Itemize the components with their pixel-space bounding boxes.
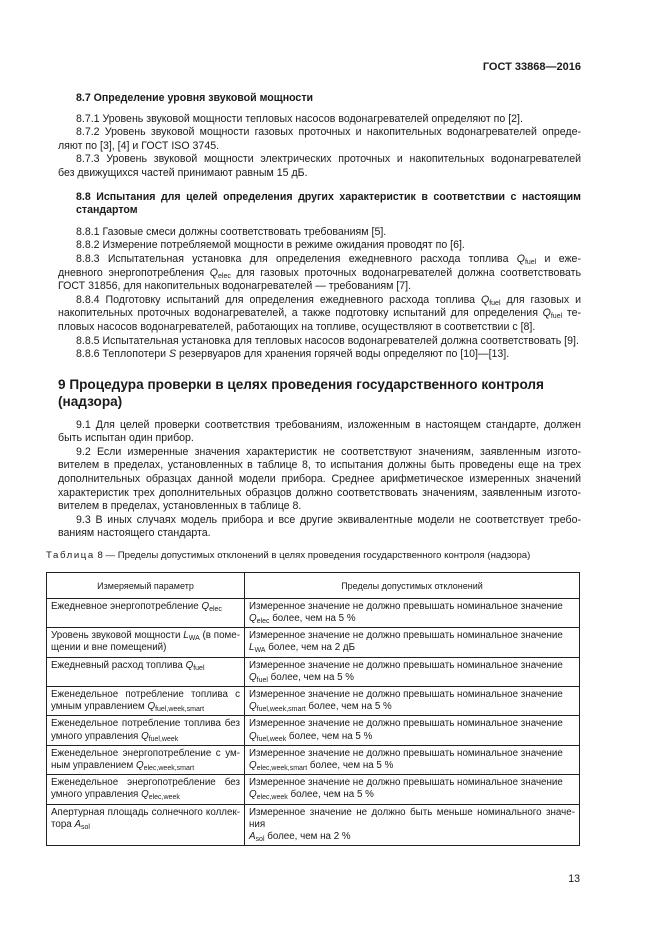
para-8-7-3: 8.7.3 Уровень звуковой мощности электрических проточных и накопительных водонагревателей без движущихся частей принимают равным 15 дБ.: [58, 153, 581, 179]
para-8-8-1: 8.8.1 Газовые смеси должны соответствовать требованиям [5].: [76, 225, 387, 238]
para-9-3: 9.3 В иных случаях модель прибора и все другие эквивалентные модели не соответствует требо- ваниям настоящего стандарта.: [58, 513, 581, 540]
limit-cell: Измеренное значение не должно превышать номинальное значение $L_{WA}$ более, чем на 2 дБ: [245, 628, 580, 657]
para-8-8-4: 8.8.4 Подготовку испытаний для определения ежедневного расхода топлива $Q_{fuel}$ для газовых и накопительных проточных водонагревателей, а также подготовку испытаний для определения $Q_{fuel}$ те- пловых насосов водонагревателей, работающих на топливе, осуществляют в соответствии с [8].: [58, 293, 581, 333]
table-row: [47, 657, 580, 686]
limit-cell: Измеренное значение не должно превышать номинальное значение $Q_{elec}$ более, чем на 5 %: [245, 598, 580, 627]
section-9-title: 9 Процедура проверки в целях проведения государственного контроля (надзора): [58, 376, 544, 409]
table-row: [47, 775, 580, 804]
table-row: [47, 598, 580, 627]
limit-cell: Измеренное значение не должно превышать номинальное значение $Q_{elec,week,smart}$ более, чем на 5 %: [245, 745, 580, 774]
table-header-row: [47, 572, 580, 598]
para-9-1: 9.1 Для целей проверки соответствия требованиям, изложенным в настоящем стандарте, должен быть испытан один прибор.: [58, 418, 581, 445]
table-caption: Таблица 8 — Пределы допустимых отклонений в целях проведения государственного контроля (надзора): [46, 550, 531, 562]
limit-cell: Измеренное значение не должно превышать номинальное значение $Q_{fuel,week}$ более, чем на 5 %: [245, 716, 580, 745]
para-9-2: 9.2 Если измеренные значения характеристик не соответствуют значениям, заявленным изгото- вителем в пределах, установленных в таблице 8, то испытания должны быть проведены еще на трех дополнительных образцах данной модели прибора. Среднее арифметическое измеренных значений характеристик трех дополнительных образцов должно соответствовать значениям, заявленным изгото- вителем в пределах, установленных в таблице 8.: [58, 445, 581, 513]
parameter-cell: Ежедневный расход топлива $Q_{fuel}$: [47, 657, 245, 686]
limit-cell: Измеренное значение не должно превышать номинальное значение $Q_{fuel,week,smart}$ более, чем на 5 %: [245, 687, 580, 716]
limit-cell: Измеренное значение не должно быть меньше номинального значе-ния $A_{sol}$ более, чем на 2 %: [245, 804, 580, 846]
page-content: [46, 92, 581, 846]
table-row: [47, 687, 580, 716]
parameter-cell: Еженедельное потребление топлива с умным управлением $Q_{fuel,week,smart}$: [47, 687, 245, 716]
deviation-table: [46, 572, 580, 847]
parameter-cell: Еженедельное энергопотребление с ум-ным управлением $Q_{elec,week,smart}$: [47, 745, 245, 774]
limit-cell: Измеренное значение не должно превышать номинальное значение $Q_{elec,week}$ более, чем на 5 %: [245, 775, 580, 804]
page-number: 13: [568, 873, 580, 885]
limit-cell: Измеренное значение не должно превышать номинальное значение $Q_{fuel}$ более, чем на 5 %: [245, 657, 580, 686]
table-row: [47, 628, 580, 657]
parameter-cell: Ежедневное энергопотребление $Q_{elec}$: [47, 598, 245, 627]
parameter-cell: Апертурная площадь солнечного коллек-тора $A_{sol}$: [47, 804, 245, 846]
parameter-cell: Уровень звуковой мощности $L_{WA}$ (в поме-щении и вне помещений): [47, 628, 245, 657]
para-8-7-1: 8.7.1 Уровень звуковой мощности тепловых насосов водонагревателей определяют по [2].: [76, 112, 523, 125]
standard-id: ГОСТ 33868—2016: [482, 61, 581, 73]
table-row: [47, 804, 580, 846]
table-row: [47, 716, 580, 745]
table-row: [47, 745, 580, 774]
column-header-limits: Пределы допустимых отклонений: [245, 572, 580, 598]
parameter-cell: Еженедельное потребление топлива без умного управления $Q_{fuel,week}$: [47, 716, 245, 745]
para-8-7-2: 8.7.2 Уровень звуковой мощности газовых проточных и накопительных водонагревателей опреде- ляют по [3], [4] и ГОСТ ISO 3745.: [58, 126, 581, 152]
para-8-8-5: 8.8.5 Испытательная установка для тепловых насосов водонагревателей должна соответствовать [9].: [76, 334, 579, 347]
para-8-8-2: 8.8.2 Измерение потребляемой мощности в режиме ожидания проводят по [6].: [76, 239, 465, 252]
parameter-cell: Еженедельное энергопотребление без умного управления $Q_{elec,week}$: [47, 775, 245, 804]
section-8-8-title: 8.8 Испытания для целей определения других характеристик в соответствии с настоящим стандартом: [76, 190, 581, 217]
column-header-parameter: Измеряемый параметр: [47, 572, 245, 598]
para-8-8-6: 8.8.6 Теплопотери S резервуаров для хранения горячей воды определяют по [10]—[13].: [76, 348, 510, 361]
para-8-8-3: 8.8.3 Испытательная установка для определения ежедневного расхода топлива $Q_{fuel}$ и еже- дневного энергопотребления $Q_{elec}$ для газовых проточных водонагревателей должна соответствовать ГОСТ 31856, для накопительных водонагревателей — требованиям [7].: [58, 252, 581, 293]
section-8-7-title: 8.7 Определение уровня звуковой мощности: [76, 92, 314, 104]
